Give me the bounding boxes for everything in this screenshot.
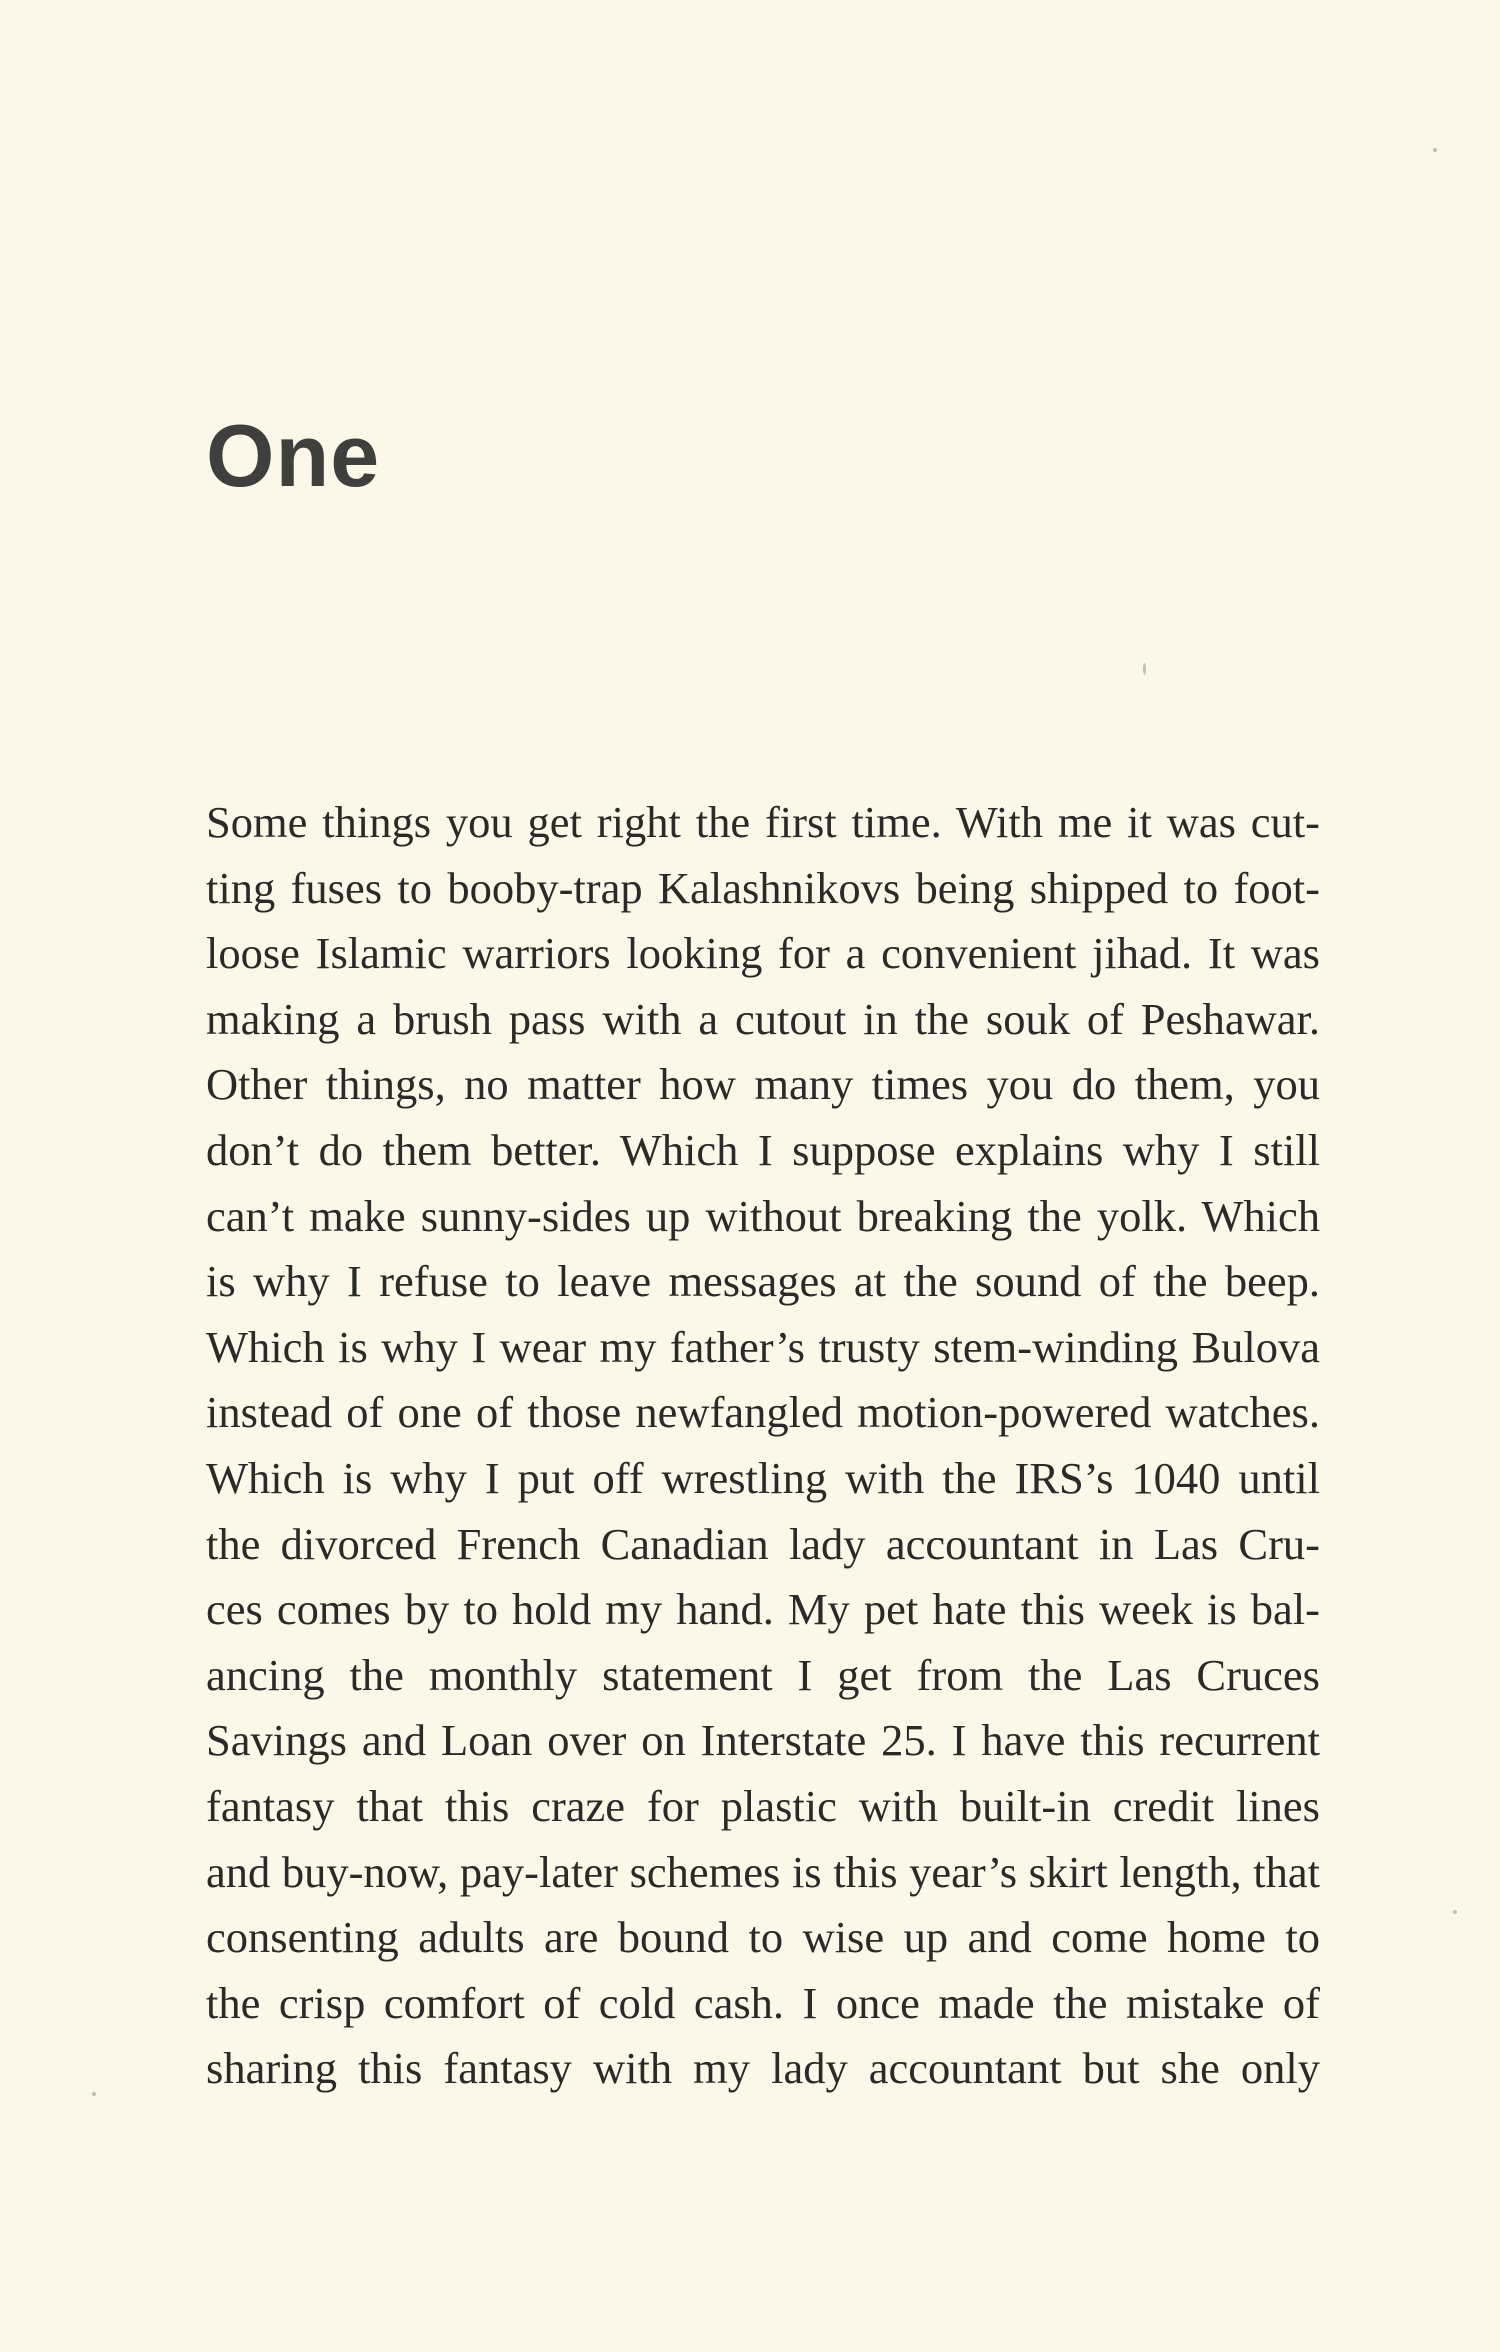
text-line: instead of one of those newfangled motion-powered watches. bbox=[206, 1387, 1320, 1438]
text-line: Some things you get right the first time. With me it was cut- bbox=[206, 797, 1320, 847]
chapter-title: One bbox=[206, 406, 381, 505]
text-line: can’t make sunny-sides up without breaking the yolk. Which bbox=[206, 1190, 1320, 1241]
text-line: ting fuses to booby-trap Kalashnikovs being shipped to foot- bbox=[206, 862, 1320, 913]
text-line: Savings and Loan over on Interstate 25. I have this recurrent bbox=[206, 1715, 1320, 1766]
scan-speck bbox=[1143, 663, 1146, 675]
scan-speck bbox=[1453, 1910, 1457, 1914]
text-line: the divorced French Canadian lady accountant in Las Cru- bbox=[206, 1518, 1320, 1569]
scan-speck bbox=[1433, 148, 1437, 152]
text-line: don’t do them better. Which I suppose explains why I still bbox=[206, 1124, 1320, 1175]
text-line: ancing the monthly statement I get from the Las Cruces bbox=[206, 1649, 1320, 1700]
text-line: Which is why I put off wrestling with the IRS’s 1040 until bbox=[206, 1452, 1320, 1503]
text-line: making a brush pass with a cutout in the souk of Peshawar. bbox=[206, 993, 1320, 1044]
text-line: Which is why I wear my father’s trusty stem-winding Bulova bbox=[206, 1321, 1320, 1372]
text-line: and buy-now, pay-later schemes is this year’s skirt length, that bbox=[206, 1846, 1320, 1897]
text-line: the crisp comfort of cold cash. I once made the mistake of bbox=[206, 1977, 1320, 2028]
text-line: is why I refuse to leave messages at the sound of the beep. bbox=[206, 1256, 1320, 1307]
text-line: Other things, no matter how many times you do them, you bbox=[206, 1059, 1320, 1110]
text-line: fantasy that this craze for plastic with built-in credit lines bbox=[206, 1780, 1320, 1831]
body-text bbox=[206, 790, 1320, 2102]
text-line: loose Islamic warriors looking for a convenient jihad. It was bbox=[206, 928, 1320, 979]
text-line: sharing this fantasy with my lady accountant but she only bbox=[206, 2043, 1320, 2094]
text-line: consenting adults are bound to wise up and come home to bbox=[206, 1912, 1320, 1963]
text-line: ces comes by to hold my hand. My pet hate this week is bal- bbox=[206, 1584, 1320, 1635]
scan-speck bbox=[92, 2092, 96, 2096]
